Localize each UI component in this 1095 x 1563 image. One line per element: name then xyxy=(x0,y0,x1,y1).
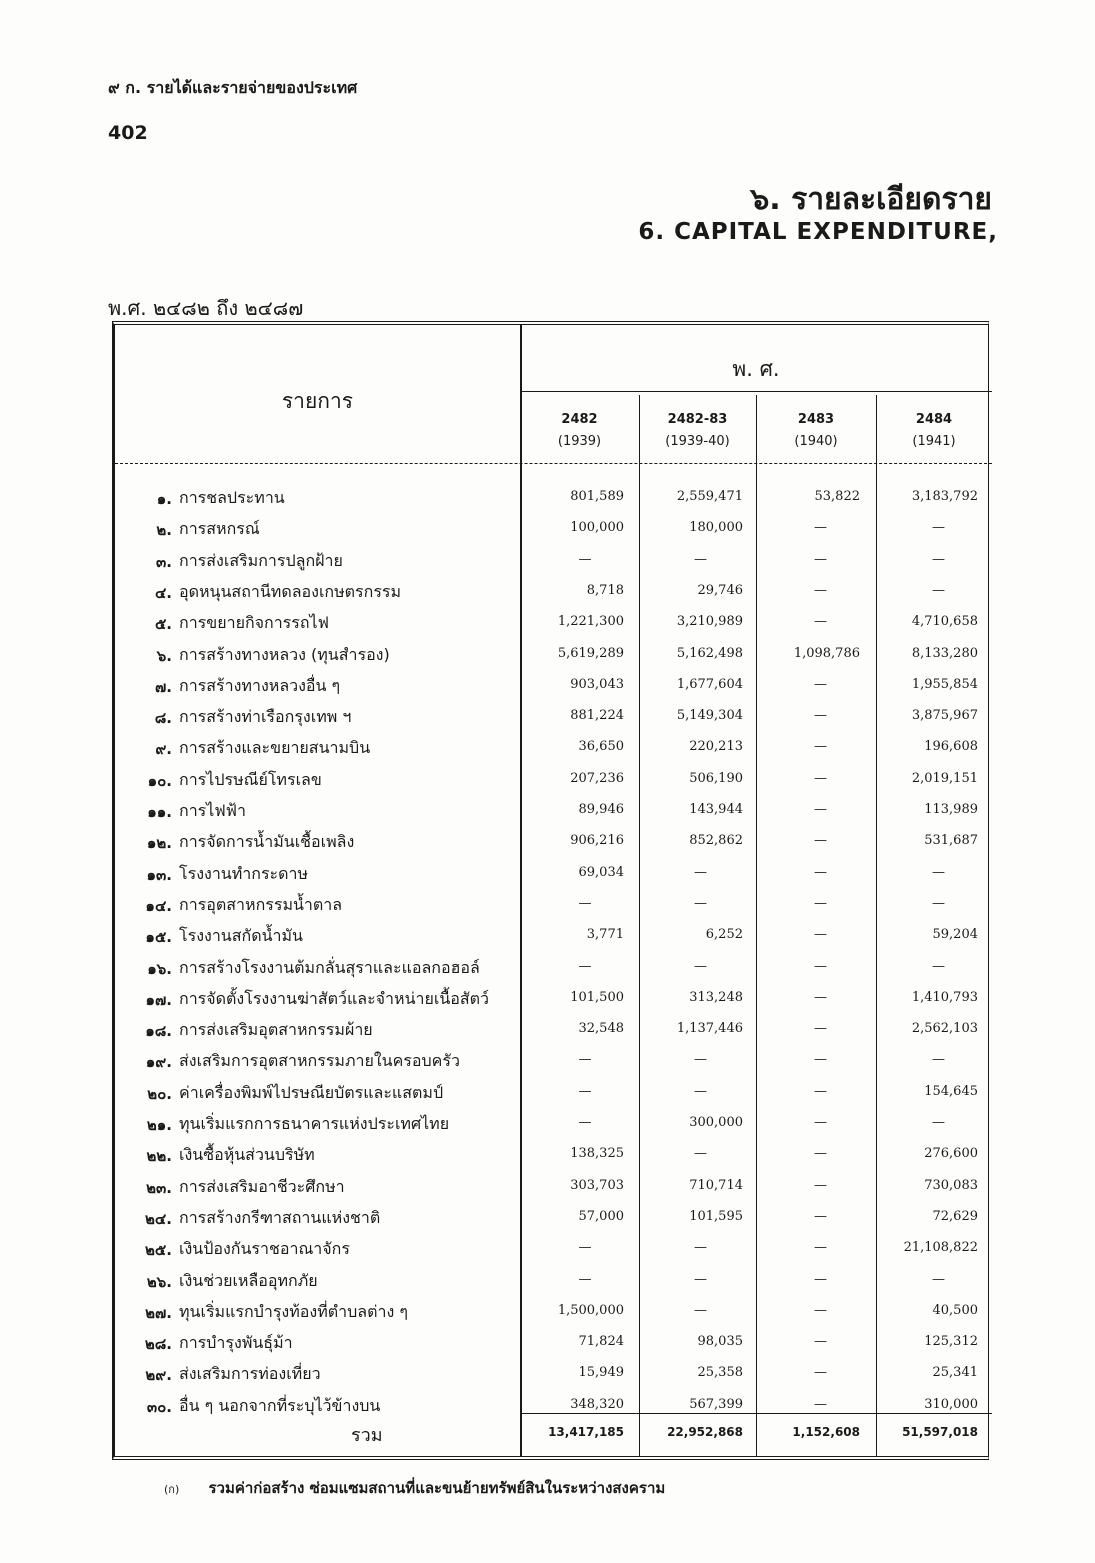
row-value: 1,221,300 xyxy=(557,614,624,630)
row-value: — xyxy=(814,582,827,598)
table-row xyxy=(115,795,992,826)
row-label: การจัดตั้งโรงงานฆ่าสัตว์และจำหน่ายเนื้อสัตว์ xyxy=(179,988,490,1008)
table-row xyxy=(115,670,992,701)
row-number: ๒. xyxy=(156,521,172,540)
row-value: — xyxy=(694,1083,707,1099)
row-value: 3,771 xyxy=(586,927,624,943)
row-label: อุดหนุนสถานีทดลองเกษตรกรรม xyxy=(179,581,402,601)
footnote-marker: (ก) xyxy=(164,1483,180,1496)
year-be: 2482-83 xyxy=(667,412,728,427)
row-number: ๑๘. xyxy=(145,1022,172,1041)
row-value: — xyxy=(932,582,945,598)
row-label: อื่น ๆ นอกจากที่ระบุไว้ข้างบน xyxy=(179,1395,381,1415)
row-label: การสหกรณ์ xyxy=(179,519,260,539)
row-number: ๑๗. xyxy=(145,990,172,1009)
row-label: การขยายกิจการรถไฟ xyxy=(179,613,329,633)
row-value: 2,559,471 xyxy=(676,489,743,504)
row-value: 113,989 xyxy=(924,802,978,817)
table-row xyxy=(115,513,992,544)
row-label: การบำรุงพันธุ์ม้า xyxy=(179,1333,293,1353)
row-value: — xyxy=(814,958,827,974)
row-value: — xyxy=(694,1271,707,1287)
row-value: 8,133,280 xyxy=(911,645,978,661)
row-number: ๘. xyxy=(154,709,172,728)
page-number: 402 xyxy=(108,122,148,144)
row-value: — xyxy=(578,1115,592,1130)
row-value: 531,687 xyxy=(924,833,978,849)
row-value: — xyxy=(578,1271,592,1287)
row-value: — xyxy=(814,895,827,911)
table-row xyxy=(115,889,992,920)
row-number: ๗. xyxy=(155,677,172,696)
row-value: 1,098,786 xyxy=(793,645,860,661)
table-row xyxy=(115,1108,992,1139)
year-ce: (1941) xyxy=(912,434,956,449)
row-number: ๒๒. xyxy=(146,1147,172,1166)
row-label: ทุนเริ่มแรกการธนาคารแห่งประเทศไทย xyxy=(179,1114,450,1133)
row-value: 207,236 xyxy=(570,770,624,786)
row-value: 6,252 xyxy=(705,927,743,943)
row-value: — xyxy=(932,895,945,911)
year-ce: (1939) xyxy=(557,434,602,449)
table-row xyxy=(115,764,992,795)
row-value: — xyxy=(694,895,707,911)
row-label: การส่งเสริมอุตสาหกรรมผ้าย xyxy=(179,1020,373,1040)
row-value: 2,019,151 xyxy=(911,770,978,786)
year-group-header: พ. ศ. xyxy=(732,357,780,381)
row-number: ๑๓. xyxy=(146,865,172,884)
row-value: — xyxy=(814,614,827,630)
row-label: การชลประทาน xyxy=(179,488,285,507)
table-row xyxy=(115,826,992,857)
row-value: — xyxy=(814,989,827,1005)
table-row xyxy=(115,1265,992,1296)
year-range: พ.ศ. ๒๔๘๒ ถึง ๒๔๘๗ xyxy=(108,296,304,320)
row-number: ๑๒. xyxy=(146,834,172,853)
row-label: การส่งเสริมการปลูกฝ้าย xyxy=(179,550,343,570)
row-value: 1,137,446 xyxy=(676,1021,743,1037)
row-value: 15,949 xyxy=(578,1365,624,1381)
row-value: — xyxy=(694,864,707,880)
row-value: 8,718 xyxy=(586,582,624,598)
row-number: ๑๖. xyxy=(147,959,172,978)
table-row xyxy=(115,576,992,607)
total-value-2482-83: 22,952,868 xyxy=(667,1425,743,1439)
row-number: ๒๑. xyxy=(146,1116,172,1134)
total-value-2483: 1,152,608 xyxy=(792,1425,860,1439)
row-value: — xyxy=(814,1334,827,1350)
row-value: — xyxy=(694,1240,707,1256)
row-number: ๒๖. xyxy=(146,1272,172,1291)
row-number: ๑๑. xyxy=(147,803,172,821)
row-value: — xyxy=(814,770,827,786)
row-value: 276,600 xyxy=(924,1146,978,1162)
row-value: 3,183,792 xyxy=(911,489,978,504)
row-number: ๑๕. xyxy=(145,928,172,947)
row-value: — xyxy=(694,551,707,567)
row-value: 1,677,604 xyxy=(676,676,743,692)
table-row xyxy=(115,482,992,513)
row-value: 906,216 xyxy=(570,833,624,849)
row-label: เงินช่วยเหลืออุทกภัย xyxy=(179,1270,318,1290)
row-value: — xyxy=(814,1052,827,1068)
row-value: — xyxy=(814,1302,827,1318)
year-header-2482-83 xyxy=(639,409,756,453)
table-row xyxy=(115,639,992,670)
row-value: 53,822 xyxy=(814,489,860,504)
year-be: 2484 xyxy=(915,412,953,427)
row-value: — xyxy=(814,927,827,943)
row-number: ๓. xyxy=(156,552,172,571)
table-title-thai: ๖. รายละเอียดราย xyxy=(750,182,992,217)
row-value: — xyxy=(932,551,945,567)
row-number: ๑๐. xyxy=(147,771,172,790)
row-label: การสร้างโรงงานต้มกลั่นสุราและแอลกอฮอล์ xyxy=(179,957,480,977)
row-value: — xyxy=(814,802,827,817)
row-value: 59,204 xyxy=(932,927,978,943)
row-value: 89,946 xyxy=(578,802,624,817)
table-row xyxy=(115,920,992,951)
row-value: 25,358 xyxy=(697,1365,743,1381)
row-value: — xyxy=(814,551,827,567)
row-value: — xyxy=(814,833,827,849)
row-value: 881,224 xyxy=(570,708,624,724)
row-number: ๒๓. xyxy=(146,1178,172,1197)
row-value: 506,190 xyxy=(689,770,743,786)
row-number: ๒๗. xyxy=(145,1303,172,1322)
row-value: — xyxy=(932,864,945,880)
row-value: — xyxy=(932,1271,945,1287)
table-row xyxy=(115,858,992,889)
row-value: 143,944 xyxy=(689,802,743,817)
row-value: — xyxy=(578,1240,592,1256)
row-label: การสร้างทางหลวง (ทุนสำรอง) xyxy=(179,644,390,664)
row-value: — xyxy=(814,708,827,724)
row-label: การไปรษณีย์โทรเลข xyxy=(179,769,322,789)
row-value: — xyxy=(578,1052,592,1068)
row-value: 101,500 xyxy=(570,989,624,1005)
year-be: 2482 xyxy=(561,412,598,427)
row-value: 98,035 xyxy=(697,1334,743,1350)
row-value: — xyxy=(694,958,707,974)
total-value-2482: 13,417,185 xyxy=(548,1425,624,1439)
row-label: โรงงานสกัดน้ำมัน xyxy=(179,926,303,946)
row-value: — xyxy=(932,1115,945,1130)
row-value: 903,043 xyxy=(570,676,624,692)
expenditure-table xyxy=(112,321,989,1460)
row-number: ๑๔. xyxy=(145,896,172,915)
row-value: 313,248 xyxy=(689,989,743,1005)
row-value: 1,955,854 xyxy=(911,676,978,692)
table-row xyxy=(115,983,992,1014)
row-label: ส่งเสริมการท่องเที่ยว xyxy=(179,1364,321,1384)
row-number: ๕. xyxy=(154,615,172,634)
row-number: ๒๐. xyxy=(147,1084,172,1103)
table-row xyxy=(115,545,992,576)
row-value: — xyxy=(694,1302,707,1318)
table-row xyxy=(115,952,992,983)
table-row xyxy=(115,1233,992,1264)
table-row xyxy=(115,1171,992,1202)
footnote xyxy=(164,1476,665,1500)
item-column-header: รายการ xyxy=(281,389,354,413)
row-number: ๒๕. xyxy=(145,1241,172,1260)
row-label: การไฟฟ้า xyxy=(179,801,246,820)
row-value: 801,589 xyxy=(570,489,624,504)
row-value: 101,595 xyxy=(689,1208,743,1224)
row-value: — xyxy=(814,1271,827,1287)
row-value: 220,213 xyxy=(689,739,743,755)
row-value: — xyxy=(814,520,827,536)
row-value: 303,703 xyxy=(570,1177,624,1193)
table-row xyxy=(115,1139,992,1170)
table-row xyxy=(115,732,992,763)
table-title-english: 6. CAPITAL EXPENDITURE, xyxy=(638,219,998,245)
row-value: 40,500 xyxy=(932,1302,978,1318)
row-value: 5,149,304 xyxy=(676,708,743,724)
row-number: ๓๐. xyxy=(146,1397,172,1416)
row-value: 69,034 xyxy=(578,864,624,880)
row-value: — xyxy=(814,1021,827,1037)
year-header-2482 xyxy=(520,409,639,453)
total-value-2484: 51,597,018 xyxy=(902,1425,978,1439)
row-value: 29,746 xyxy=(697,582,743,598)
year-ce: (1940) xyxy=(794,434,838,449)
row-number: ๒๙. xyxy=(145,1366,172,1385)
row-value: 567,399 xyxy=(689,1396,743,1412)
row-value: 730,083 xyxy=(924,1177,978,1193)
row-value: — xyxy=(814,1240,827,1256)
row-value: 154,645 xyxy=(924,1083,978,1099)
header-divider xyxy=(520,391,992,392)
row-value: 25,341 xyxy=(932,1365,978,1381)
section-header: ๙ ก. รายได้และรายจ่ายของประเทศ xyxy=(108,78,358,97)
row-value: 32,548 xyxy=(578,1021,624,1037)
table-row xyxy=(115,1077,992,1108)
row-label: โรงงานทำกระดาษ xyxy=(179,863,309,883)
table-row xyxy=(115,1358,992,1389)
row-value: — xyxy=(814,1146,827,1162)
row-label: ค่าเครื่องพิมพ์ไปรษณียบัตรและแสตมป์ xyxy=(179,1082,444,1102)
row-value: 3,875,967 xyxy=(911,708,978,724)
row-value: — xyxy=(814,1365,827,1381)
row-label: การจัดการน้ำมันเชื้อเพลิง xyxy=(179,832,355,852)
year-header-2484 xyxy=(876,409,992,453)
row-value: 5,619,289 xyxy=(557,645,624,661)
footnote-text: รวมค่าก่อสร้าง ซ่อมแซมสถานที่และขนย้ายทรัพย์สินในระหว่างสงคราม xyxy=(208,1479,666,1497)
row-label: การส่งเสริมอาชีวะศึกษา xyxy=(179,1176,345,1196)
row-value: 72,629 xyxy=(932,1208,978,1224)
table-row xyxy=(115,1327,992,1358)
row-value: 138,325 xyxy=(570,1146,624,1162)
table-row xyxy=(115,607,992,638)
row-number: ๔. xyxy=(154,583,172,602)
row-value: — xyxy=(932,1052,945,1068)
row-value: 180,000 xyxy=(689,520,743,536)
row-value: 348,320 xyxy=(570,1396,624,1412)
row-value: 5,162,498 xyxy=(676,645,743,661)
row-value: 2,562,103 xyxy=(911,1021,978,1037)
year-ce: (1939-40) xyxy=(665,434,730,449)
table-row xyxy=(115,1296,992,1327)
total-row xyxy=(115,1416,992,1450)
row-value: — xyxy=(578,958,592,974)
row-label: เงินซื้อหุ้นส่วนบริษัท xyxy=(179,1145,315,1165)
row-label: ส่งเสริมการอุตสาหกรรมภายในครอบครัว xyxy=(179,1051,460,1071)
row-value: — xyxy=(814,1396,827,1412)
row-value: 710,714 xyxy=(689,1177,743,1193)
row-number: ๒๘. xyxy=(144,1335,172,1354)
table-row xyxy=(115,1014,992,1045)
row-value: — xyxy=(814,1115,827,1130)
row-label: การอุตสาหกรรมน้ำตาล xyxy=(179,894,343,914)
row-number: ๙. xyxy=(155,740,172,759)
row-value: 71,824 xyxy=(578,1334,624,1350)
header-bottom-rule xyxy=(115,463,992,464)
row-number: ๑๙. xyxy=(145,1053,172,1072)
row-value: 310,000 xyxy=(924,1396,978,1412)
row-value: 21,108,822 xyxy=(903,1240,978,1256)
row-value: 36,650 xyxy=(578,739,624,755)
row-number: ๒๔. xyxy=(145,1209,172,1228)
row-value: — xyxy=(814,1083,827,1099)
row-value: — xyxy=(814,1208,827,1224)
row-value: 852,862 xyxy=(689,833,743,849)
row-label: การสร้างและขยายสนามบิน xyxy=(179,738,371,758)
row-number: ๑. xyxy=(156,490,172,508)
table-row xyxy=(115,701,992,732)
table-row xyxy=(115,1202,992,1233)
row-value: 125,312 xyxy=(924,1334,978,1350)
row-label: ทุนเริ่มแรกบำรุงท้องที่ตำบลต่าง ๆ xyxy=(179,1301,408,1321)
row-label: การสร้างกรีฑาสถานแห่งชาติ xyxy=(179,1207,381,1227)
row-value: — xyxy=(578,1083,592,1099)
row-value: — xyxy=(578,895,592,911)
year-be: 2483 xyxy=(797,412,835,427)
row-value: — xyxy=(814,864,827,880)
row-value: 3,210,989 xyxy=(676,614,743,630)
row-value: — xyxy=(932,958,945,974)
row-value: 4,710,658 xyxy=(911,614,978,630)
row-number: ๖. xyxy=(156,646,172,665)
year-header-2483 xyxy=(756,409,876,453)
row-value: — xyxy=(694,1052,707,1068)
row-value: — xyxy=(814,1177,827,1193)
row-label: เงินป้องกันราชอาณาจักร xyxy=(179,1239,350,1259)
row-value: — xyxy=(814,739,827,755)
row-value: — xyxy=(578,551,592,567)
row-value: — xyxy=(694,1146,707,1162)
row-value: 1,410,793 xyxy=(911,989,978,1005)
row-value: — xyxy=(932,520,945,536)
total-label: รวม xyxy=(351,1425,383,1446)
row-value: — xyxy=(814,676,827,692)
row-value: 1,500,000 xyxy=(557,1302,624,1318)
row-value: 300,000 xyxy=(689,1115,743,1130)
row-label: การสร้างทางหลวงอื่น ๆ xyxy=(179,675,341,695)
table-row xyxy=(115,1045,992,1076)
row-label: การสร้างท่าเรือกรุงเทพ ฯ xyxy=(179,707,352,727)
row-value: 100,000 xyxy=(570,520,624,536)
row-value: 57,000 xyxy=(578,1208,624,1224)
row-value: 196,608 xyxy=(924,739,978,755)
